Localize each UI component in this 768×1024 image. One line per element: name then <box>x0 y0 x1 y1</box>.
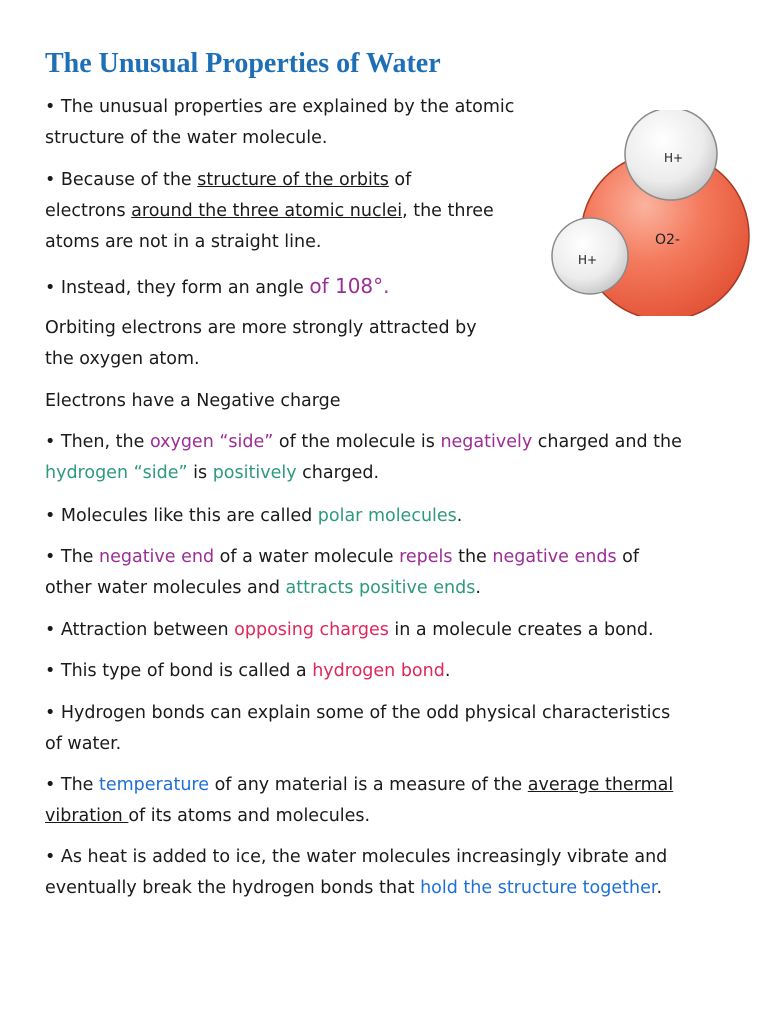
text: eventually break the hydrogen bonds that <box>45 878 421 898</box>
h-top-label: H+ <box>664 151 684 165</box>
text: charged. <box>296 463 380 483</box>
text: . <box>656 878 663 898</box>
text: • The unusual properties are explained by the atomic <box>45 97 515 117</box>
paragraph-orbits <box>45 165 494 258</box>
highlight-text: negatively <box>440 432 533 452</box>
text: Orbiting electrons are more strongly attracted by <box>45 318 477 338</box>
highlight-text: negative end <box>99 547 215 567</box>
highlight-text: repels <box>399 547 453 567</box>
text: . <box>475 578 481 598</box>
paragraph-attraction <box>45 615 654 646</box>
text: • Attraction between <box>45 620 235 640</box>
underlined-text: structure of the orbits <box>197 170 389 190</box>
text: , the three <box>402 201 494 221</box>
text: of any material is a measure of the <box>209 775 528 795</box>
paragraph-negative-charge <box>45 386 341 417</box>
text: • The <box>45 547 99 567</box>
highlight-text: attracts positive ends <box>285 578 476 598</box>
text: of the molecule is <box>273 432 441 452</box>
text: • Instead, they form an angle <box>45 278 310 298</box>
oxygen-label: O2- <box>655 232 680 248</box>
text: • Then, the <box>45 432 150 452</box>
highlight-text: positively <box>212 463 297 483</box>
paragraph-temperature <box>45 770 673 832</box>
text: of water. <box>45 734 122 754</box>
highlight-text: of 108°. <box>309 274 390 298</box>
text: other water molecules and <box>45 578 286 598</box>
paragraph-orbiting-electrons <box>45 313 477 375</box>
text: is <box>187 463 213 483</box>
text: • The <box>45 775 99 795</box>
underlined-text: vibration <box>45 806 129 826</box>
page-title: The Unusual Properties of Water <box>45 48 441 79</box>
underlined-text: average thermal <box>527 775 674 795</box>
text: • Because of the <box>45 170 198 190</box>
text: Electrons have a Negative charge <box>45 391 341 411</box>
text: atoms are not in a straight line. <box>45 232 322 252</box>
text: . <box>444 661 451 681</box>
paragraph-sides <box>45 427 682 489</box>
highlight-text: hold the structure together <box>420 878 657 898</box>
paragraph-negative-end <box>45 542 639 604</box>
text: • Molecules like this are called <box>45 506 318 526</box>
text: . <box>456 506 463 526</box>
text: charged and the <box>532 432 682 452</box>
highlight-text: negative ends <box>492 547 617 567</box>
paragraph-atomic-structure <box>45 92 514 154</box>
text: structure of the water molecule. <box>45 128 328 148</box>
highlight-text: temperature <box>99 775 209 795</box>
text: of a water molecule <box>214 547 400 567</box>
text: the oxygen atom. <box>45 349 200 369</box>
paragraph-hydrogen-bond <box>45 656 450 687</box>
text: of its atoms and molecules. <box>128 806 371 826</box>
paragraph-angle <box>45 271 390 304</box>
paragraph-polar <box>45 501 462 532</box>
text: the <box>452 547 493 567</box>
paragraph-heat <box>45 842 667 904</box>
water-molecule-diagram <box>548 110 754 316</box>
text: • As heat is added to ice, the water molecules increasingly vibrate and <box>45 847 668 867</box>
highlight-text: hydrogen bond <box>312 661 445 681</box>
text: • Hydrogen bonds can explain some of the odd physical characteristics <box>45 703 671 723</box>
text: of <box>388 170 412 190</box>
h-left-label: H+ <box>578 253 598 267</box>
text: electrons <box>45 201 132 221</box>
highlight-text: oxygen “side” <box>149 432 274 452</box>
underlined-text: around the three atomic nuclei <box>131 201 403 221</box>
highlight-text: opposing charges <box>234 620 389 640</box>
text: • This type of bond is called a <box>45 661 313 681</box>
text: in a molecule creates a bond. <box>388 620 654 640</box>
paragraph-odd-characteristics <box>45 698 670 760</box>
highlight-text: hydrogen “side” <box>45 463 188 483</box>
text: of <box>616 547 639 567</box>
highlight-text: polar molecules <box>317 506 457 526</box>
